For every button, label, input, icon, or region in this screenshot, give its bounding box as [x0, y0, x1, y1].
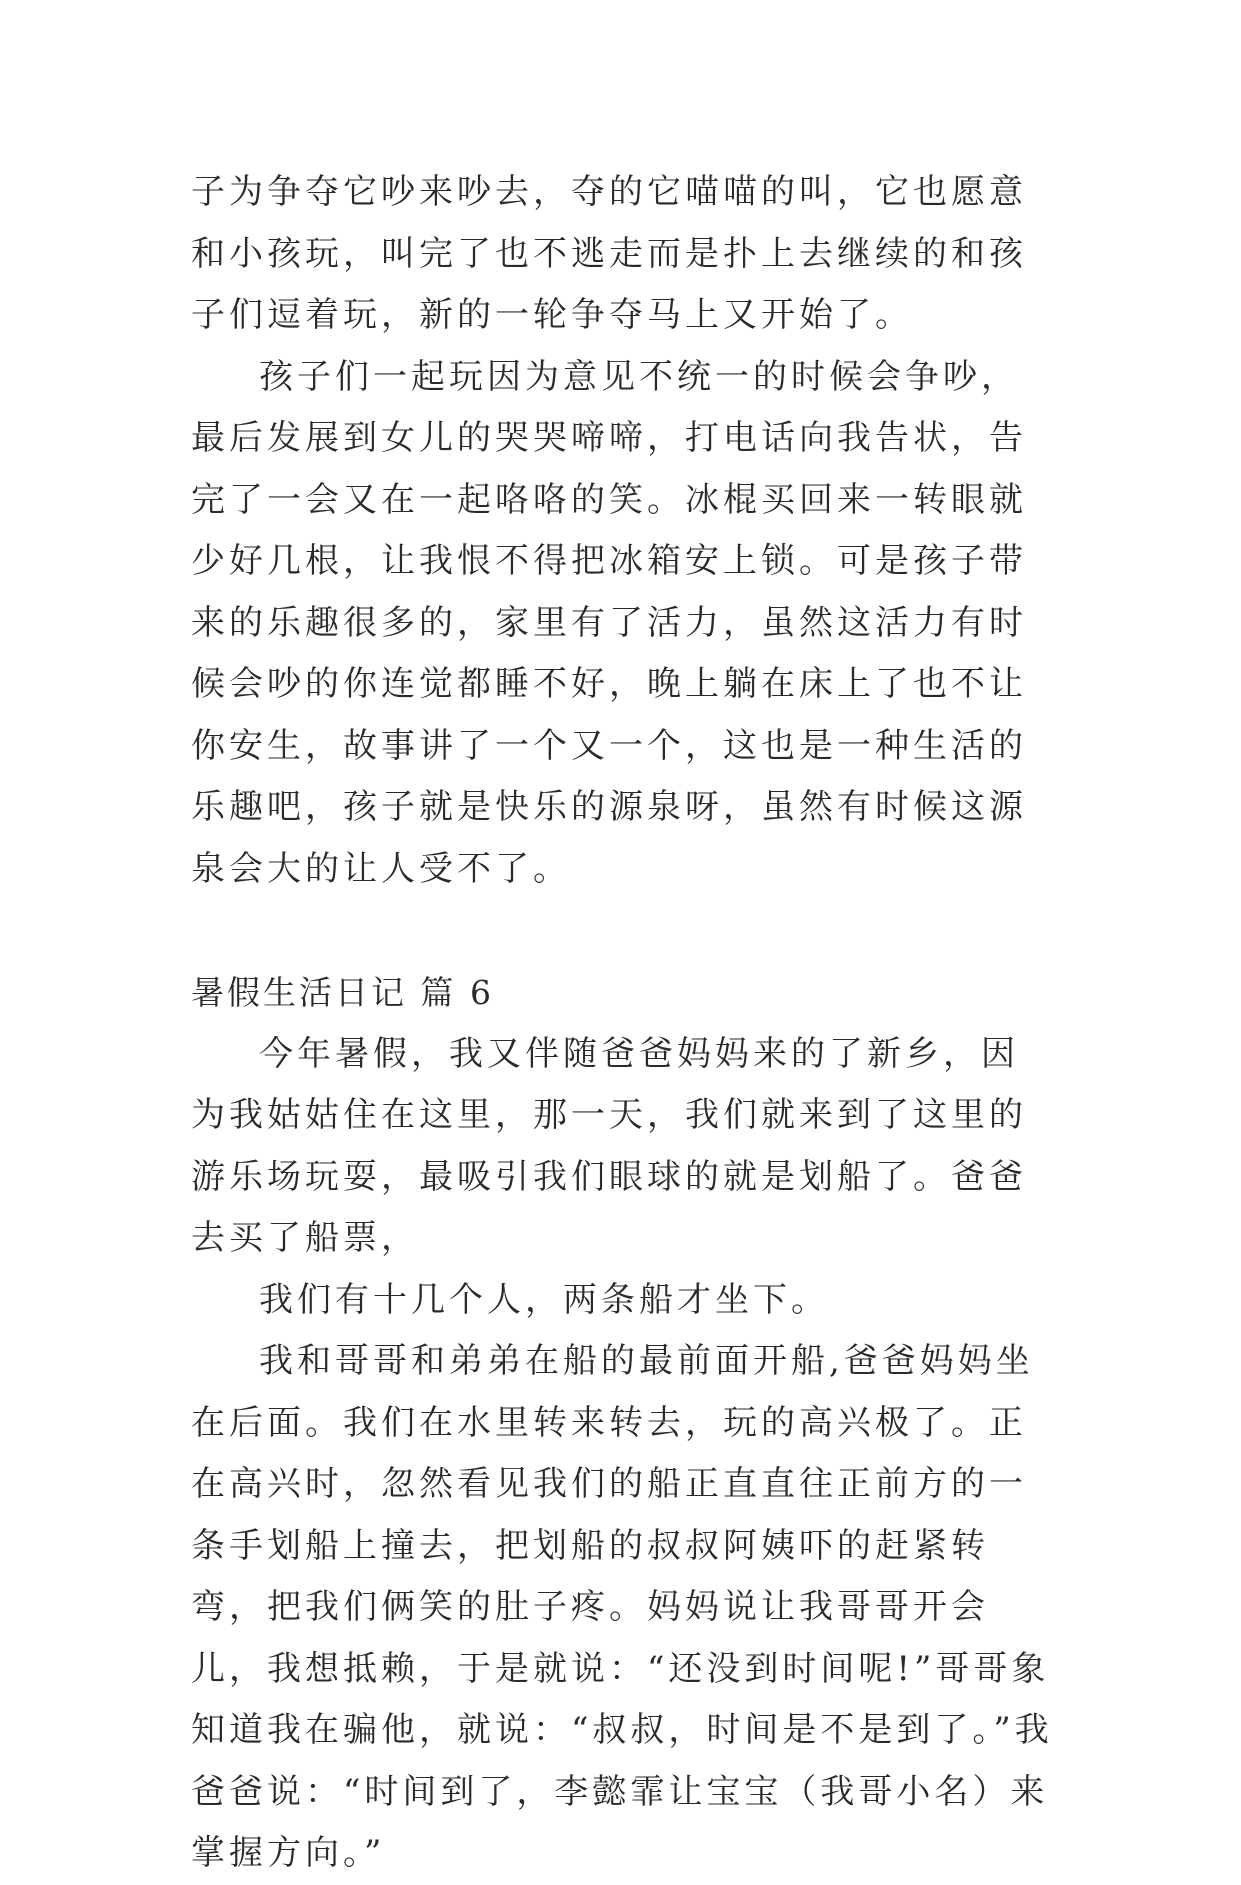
section-spacer: [191, 900, 1055, 962]
paragraph: 我们有十几个人，两条船才坐下。: [259, 1279, 829, 1320]
paragraph-continuation: 子为争夺它吵来吵去，夺的它喵喵的叫，它也愿意和小孩玩，叫完了也不逃走而是扑上去继续的和孩子们逗着玩，新的一轮争夺马上又开始了。: [191, 172, 1027, 335]
paragraph: 孩子们一起玩因为意见不统一的时候会争吵，最后发展到女儿的哭哭啼啼，打电话向我告状，告完了一会又在一起咯咯的笑。冰棍买回来一转眼就少好几根，让我恨不得把冰箱安上锁。可是孩子带来的乐趣很多的，家里有了活力，虽然这活力有时候会吵的你连觉都睡不好，晚上躺在床上了也不让你安生，故事讲了一个又一个，这也是一种生活的乐趣吧，孩子就是快乐的源泉呀，虽然有时候这源泉会大的让人受不了。: [191, 356, 1027, 889]
document-body: [191, 162, 1055, 1885]
paragraph: 今年暑假，我又伴随爸爸妈妈来的了新乡，因为我姑姑住在这里，那一天，我们就来到了这里的游乐场玩耍，最吸引我们眼球的就是划船了。爸爸去买了船票，: [191, 1033, 1027, 1258]
paragraph: 我和哥哥和弟弟在船的最前面开船,爸爸妈妈坐在后面。我们在水里转来转去，玩的高兴极了。正在高兴时，忽然看见我们的船正直直往正前方的一条手划船上撞去，把划船的叔叔阿姨吓的赶紧转弯，把我们俩笑的肚子疼。妈妈说让我哥哥开会儿，我想抵赖，于是就说：“还没到时间呢!”哥哥象知道我在骗他，就说：“叔叔，时间是不是到了。”我爸爸说：“时间到了，李懿霏让宝宝（我哥小名）来掌握方向。”: [191, 1341, 1053, 1873]
section-title: 暑假生活日记 篇 6: [191, 973, 494, 1012]
